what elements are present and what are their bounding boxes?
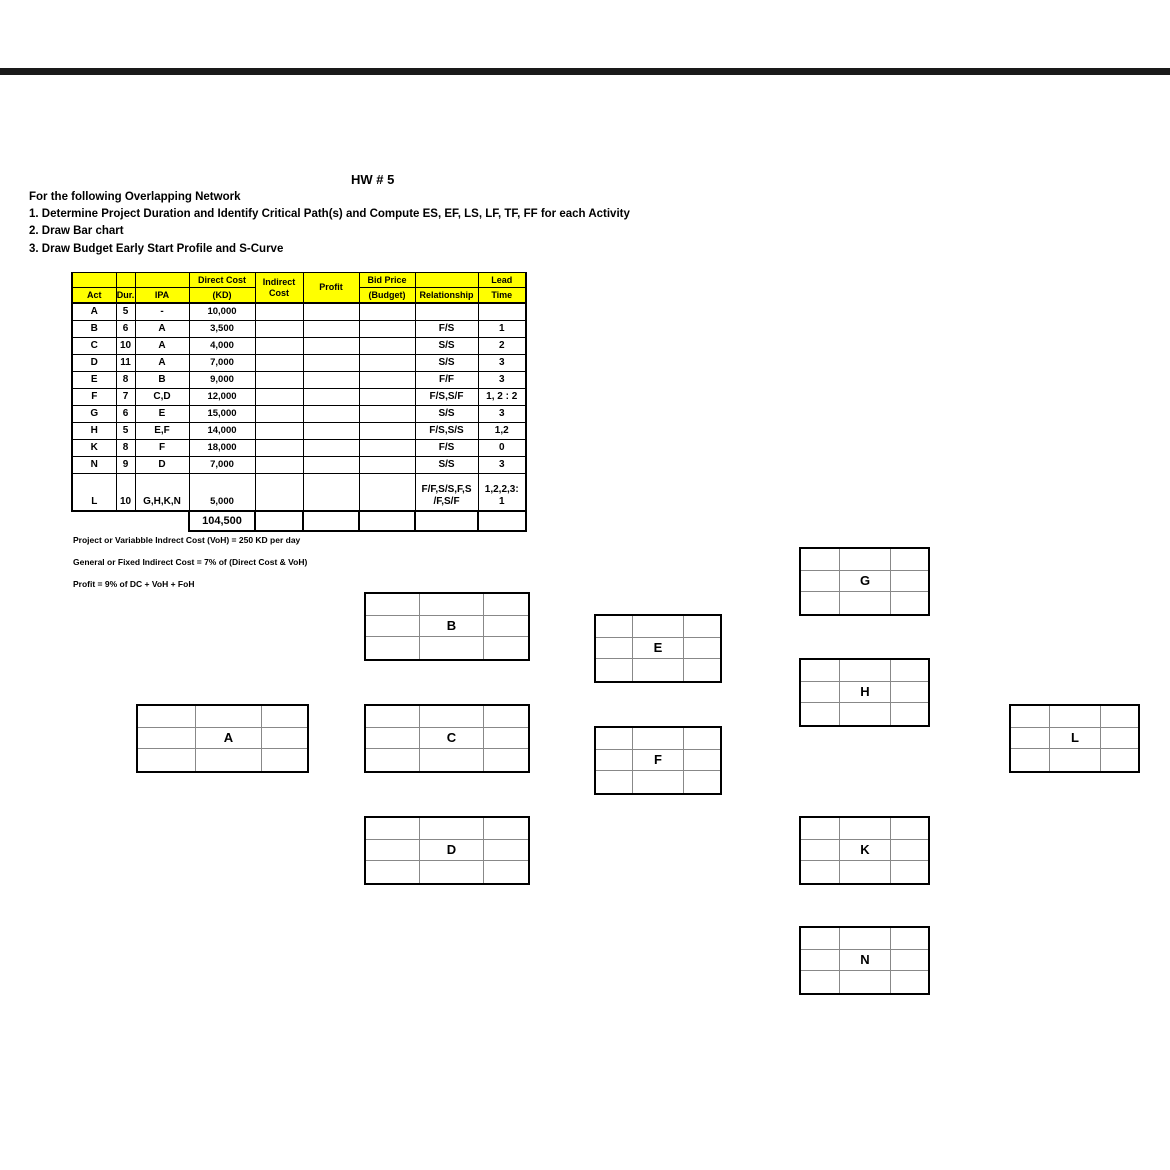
cell-indirect bbox=[255, 406, 303, 423]
total-row bbox=[72, 511, 526, 531]
cell-profit bbox=[303, 474, 359, 512]
node-label: G bbox=[840, 571, 891, 593]
cell-lead: 2 bbox=[478, 338, 526, 355]
node-k bbox=[799, 816, 930, 885]
cell-indirect bbox=[255, 355, 303, 372]
cell-dur: 7 bbox=[116, 389, 135, 406]
instruction-line: 3. Draw Budget Early Start Profile and S-Curve bbox=[29, 243, 284, 255]
header-relationship: Relationship bbox=[415, 288, 478, 304]
node-g bbox=[799, 547, 930, 616]
cell-lead: 3 bbox=[478, 457, 526, 474]
node-label: N bbox=[840, 950, 891, 972]
cell-bid bbox=[359, 338, 415, 355]
header-bid-budget: (Budget) bbox=[359, 288, 415, 304]
cell-dur: 6 bbox=[116, 406, 135, 423]
cell-direct-cost: 9,000 bbox=[189, 372, 255, 389]
note-variable-indirect: Project or Variabble Indrect Cost (VoH) = 250 KD per day bbox=[73, 535, 301, 545]
cell-bid bbox=[359, 406, 415, 423]
cell-profit bbox=[303, 372, 359, 389]
cell-dur: 5 bbox=[116, 423, 135, 440]
cell-profit bbox=[303, 457, 359, 474]
cell-lead: 0 bbox=[478, 440, 526, 457]
cell-relationship: S/S bbox=[415, 338, 478, 355]
node-label: L bbox=[1050, 728, 1101, 750]
cell-act: K bbox=[72, 440, 116, 457]
cell-bid bbox=[359, 440, 415, 457]
cell-profit bbox=[303, 423, 359, 440]
header-direct-cost: Direct Cost bbox=[189, 273, 255, 288]
node-label: E bbox=[633, 638, 684, 660]
node-label: A bbox=[196, 728, 262, 750]
total-bid bbox=[359, 511, 415, 531]
cell-ipa: E bbox=[135, 406, 189, 423]
cell-indirect bbox=[255, 474, 303, 512]
cell-ipa: A bbox=[135, 321, 189, 338]
node-e bbox=[594, 614, 722, 683]
cell-relationship: S/S bbox=[415, 355, 478, 372]
cell-act: N bbox=[72, 457, 116, 474]
cell-act: G bbox=[72, 406, 116, 423]
cell-dur: 11 bbox=[116, 355, 135, 372]
cell-bid bbox=[359, 457, 415, 474]
cell-relationship: F/S bbox=[415, 440, 478, 457]
cell-direct-cost: 4,000 bbox=[189, 338, 255, 355]
node-label: H bbox=[840, 682, 891, 704]
cell-dur: 9 bbox=[116, 457, 135, 474]
cell-indirect bbox=[255, 423, 303, 440]
cell-relationship: S/S bbox=[415, 457, 478, 474]
header-dur-blank bbox=[116, 273, 135, 288]
table-row bbox=[72, 303, 526, 321]
page-title: HW # 5 bbox=[351, 172, 395, 187]
cell-relationship: F/F,S/S,F,S /F,S/F bbox=[415, 474, 478, 512]
cell-direct-cost: 5,000 bbox=[189, 474, 255, 512]
node-f bbox=[594, 726, 722, 795]
node-n bbox=[799, 926, 930, 995]
header-ipa-blank bbox=[135, 273, 189, 288]
table-row bbox=[72, 457, 526, 474]
cell-direct-cost: 18,000 bbox=[189, 440, 255, 457]
cell-lead: 1,2,2,3: 1 bbox=[478, 474, 526, 512]
cell-bid bbox=[359, 355, 415, 372]
table-row bbox=[72, 372, 526, 389]
table-row bbox=[72, 389, 526, 406]
cell-act: E bbox=[72, 372, 116, 389]
header-indirect-cost: Indirect Cost bbox=[255, 273, 303, 304]
table-row bbox=[72, 321, 526, 338]
table-row bbox=[72, 355, 526, 372]
cell-profit bbox=[303, 355, 359, 372]
header-dur: Dur. bbox=[116, 288, 135, 304]
cell-relationship: F/S bbox=[415, 321, 478, 338]
cell-ipa: A bbox=[135, 338, 189, 355]
instruction-line: 2. Draw Bar chart bbox=[29, 225, 124, 237]
table-row bbox=[72, 338, 526, 355]
node-c bbox=[364, 704, 530, 773]
note-profit: Profit = 9% of DC + VoH + FoH bbox=[73, 579, 195, 589]
cell-lead: 1 bbox=[478, 321, 526, 338]
total-indirect bbox=[255, 511, 303, 531]
header-act-blank bbox=[72, 273, 116, 288]
node-h bbox=[799, 658, 930, 727]
node-label: B bbox=[420, 616, 484, 638]
cell-indirect bbox=[255, 338, 303, 355]
header-relationship-blank bbox=[415, 273, 478, 288]
instruction-line: For the following Overlapping Network bbox=[29, 191, 241, 203]
cell-lead: 3 bbox=[478, 355, 526, 372]
cell-dur: 8 bbox=[116, 440, 135, 457]
table-row bbox=[72, 406, 526, 423]
node-b bbox=[364, 592, 530, 661]
cell-profit bbox=[303, 440, 359, 457]
cell-ipa: B bbox=[135, 372, 189, 389]
cell-ipa: E,F bbox=[135, 423, 189, 440]
cell-act: A bbox=[72, 303, 116, 321]
cell-act: B bbox=[72, 321, 116, 338]
cell-indirect bbox=[255, 389, 303, 406]
cell-lead: 3 bbox=[478, 406, 526, 423]
cell-dur: 10 bbox=[116, 338, 135, 355]
cell-indirect bbox=[255, 303, 303, 321]
cell-profit bbox=[303, 389, 359, 406]
node-label: F bbox=[633, 750, 684, 772]
cell-indirect bbox=[255, 457, 303, 474]
cell-dur: 5 bbox=[116, 303, 135, 321]
activity-table bbox=[71, 272, 527, 532]
cell-bid bbox=[359, 303, 415, 321]
cell-dur: 6 bbox=[116, 321, 135, 338]
cell-ipa: C,D bbox=[135, 389, 189, 406]
cell-bid bbox=[359, 423, 415, 440]
header-direct-cost-unit: (KD) bbox=[189, 288, 255, 304]
cell-bid bbox=[359, 474, 415, 512]
cell-ipa: D bbox=[135, 457, 189, 474]
cell-bid bbox=[359, 389, 415, 406]
cell-lead: 3 bbox=[478, 372, 526, 389]
node-label: D bbox=[420, 840, 484, 862]
cell-profit bbox=[303, 406, 359, 423]
cell-ipa: A bbox=[135, 355, 189, 372]
cell-dur: 8 bbox=[116, 372, 135, 389]
cell-ipa: - bbox=[135, 303, 189, 321]
cell-act: H bbox=[72, 423, 116, 440]
table-row bbox=[72, 423, 526, 440]
cell-act: L bbox=[72, 474, 116, 512]
cell-relationship bbox=[415, 303, 478, 321]
node-d bbox=[364, 816, 530, 885]
note-fixed-indirect: General or Fixed Indirect Cost = 7% of (Direct Cost & VoH) bbox=[73, 557, 308, 567]
cell-indirect bbox=[255, 440, 303, 457]
cell-relationship: F/S,S/S bbox=[415, 423, 478, 440]
table-row bbox=[72, 474, 526, 512]
cell-relationship: S/S bbox=[415, 406, 478, 423]
top-divider-bar bbox=[0, 68, 1170, 75]
table-row bbox=[72, 440, 526, 457]
cell-lead bbox=[478, 303, 526, 321]
cell-direct-cost: 15,000 bbox=[189, 406, 255, 423]
header-act: Act bbox=[72, 288, 116, 304]
cell-profit bbox=[303, 321, 359, 338]
cell-bid bbox=[359, 372, 415, 389]
total-direct-cost: 104,500 bbox=[189, 511, 255, 531]
cell-relationship: F/S,S/F bbox=[415, 389, 478, 406]
instruction-line: 1. Determine Project Duration and Identify Critical Path(s) and Compute ES, EF, LS, LF, TF, FF for each Activity bbox=[29, 208, 630, 220]
cell-act: F bbox=[72, 389, 116, 406]
header-bid-price: Bid Price bbox=[359, 273, 415, 288]
cell-lead: 1,2 bbox=[478, 423, 526, 440]
cell-profit bbox=[303, 338, 359, 355]
total-lead bbox=[478, 511, 526, 531]
total-profit bbox=[303, 511, 359, 531]
node-a bbox=[136, 704, 309, 773]
header-ipa: IPA bbox=[135, 288, 189, 304]
node-label: K bbox=[840, 840, 891, 862]
cell-indirect bbox=[255, 321, 303, 338]
header-profit: Profit bbox=[303, 273, 359, 304]
header-lead: Lead bbox=[478, 273, 526, 288]
cell-direct-cost: 12,000 bbox=[189, 389, 255, 406]
node-label: C bbox=[420, 728, 484, 750]
cell-direct-cost: 7,000 bbox=[189, 355, 255, 372]
cell-ipa: F bbox=[135, 440, 189, 457]
cell-lead: 1, 2 : 2 bbox=[478, 389, 526, 406]
cell-act: C bbox=[72, 338, 116, 355]
cell-indirect bbox=[255, 372, 303, 389]
cell-bid bbox=[359, 321, 415, 338]
cell-direct-cost: 10,000 bbox=[189, 303, 255, 321]
cell-relationship: F/F bbox=[415, 372, 478, 389]
header-lead-time: Time bbox=[478, 288, 526, 304]
cell-direct-cost: 14,000 bbox=[189, 423, 255, 440]
cell-act: D bbox=[72, 355, 116, 372]
cell-dur: 10 bbox=[116, 474, 135, 512]
total-relationship bbox=[415, 511, 478, 531]
cell-direct-cost: 7,000 bbox=[189, 457, 255, 474]
cell-direct-cost: 3,500 bbox=[189, 321, 255, 338]
cell-profit bbox=[303, 303, 359, 321]
cell-ipa: G,H,K,N bbox=[135, 474, 189, 512]
node-l bbox=[1009, 704, 1140, 773]
